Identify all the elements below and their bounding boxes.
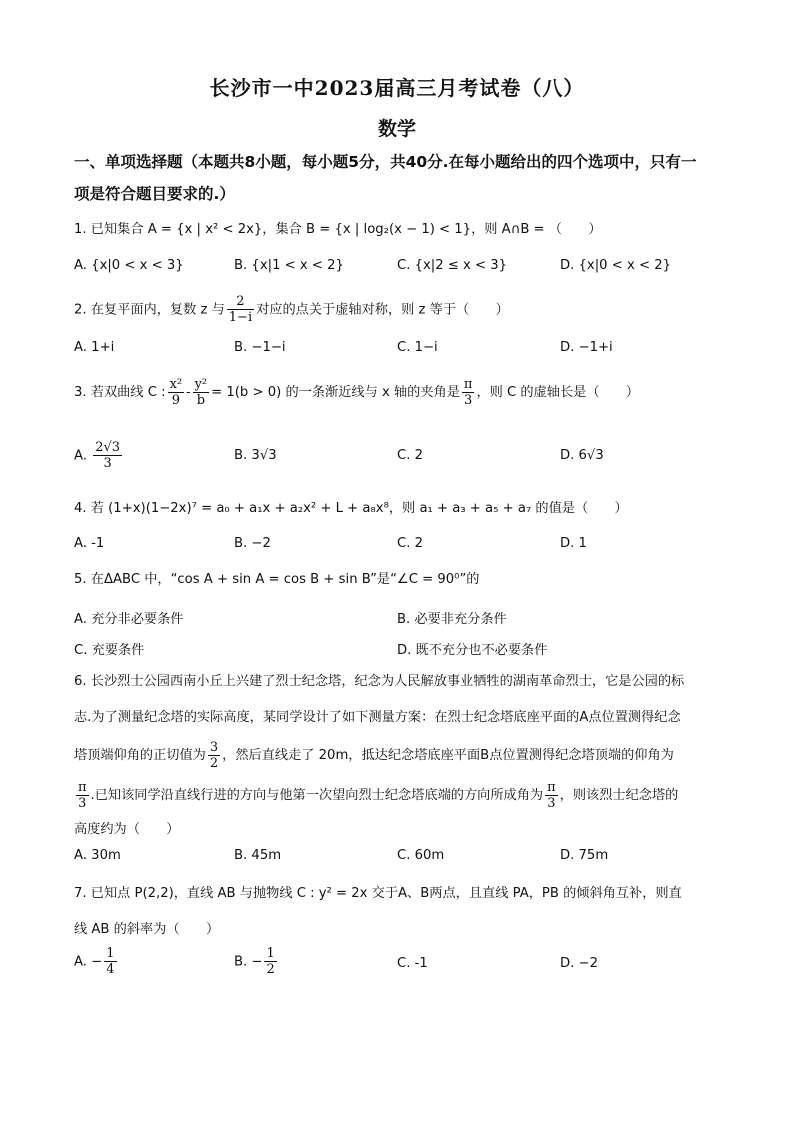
q6-line3 bbox=[74, 738, 724, 774]
question-1-stem: 1. 已知集合 A = {x | x² < 2x}，集合 B = {x | log₂(x − 1) < 1}，则 A∩B = （ ） bbox=[74, 222, 602, 237]
option-c: C. -1 bbox=[397, 956, 428, 971]
question-6-stem bbox=[74, 664, 724, 848]
q7-line2: 线 AB 的斜率为（ ） bbox=[74, 922, 220, 937]
question-4-options bbox=[74, 536, 724, 558]
q6-fb-num: π bbox=[78, 779, 87, 795]
option-a: A. 30m bbox=[74, 848, 121, 863]
option-a bbox=[74, 440, 124, 471]
option-a: A. 充分非必要条件 bbox=[74, 612, 184, 627]
q3-f1-num: x² bbox=[169, 376, 183, 392]
option-b: B. {x|1 < x < 2} bbox=[234, 258, 344, 273]
q6-line4-after: ，则该烈士纪念塔的 bbox=[559, 788, 679, 803]
q7-opta-frac bbox=[104, 946, 116, 977]
question-3-stem: 3. 若双曲线 C : $\frac{\text{x²}}{9}$ - $\frac{\text{y²}}{b}$ = 1(b > 0) 的一条渐近线与 x 轴的夹角是 $\frac{\pi}{3}$ ，则 C 的虚轴长是（ ） bbox=[74, 376, 640, 408]
q2-fraction bbox=[227, 294, 254, 325]
q7-opta-num: 1 bbox=[106, 946, 115, 961]
q7-optb-prefix: B. − bbox=[234, 954, 263, 970]
option-d: D. 既不充分也不必要条件 bbox=[397, 643, 548, 658]
question-5-stem: 5. 在ΔABC 中，“cos A + sin A = cos B + sin B”是“∠C = 90⁰”的 bbox=[74, 572, 480, 587]
q6-fa-den: 2 bbox=[209, 755, 219, 771]
option-a: A. {x|0 < x < 3} bbox=[74, 258, 184, 273]
option-d: D. 1 bbox=[560, 536, 587, 551]
q2-frac-den: 1−i bbox=[228, 310, 253, 325]
q3-frac-y bbox=[193, 377, 210, 408]
q3-f3-den: 3 bbox=[464, 392, 473, 408]
option-a-label: A. bbox=[74, 448, 87, 464]
q6-line5: 高度约为（ ） bbox=[74, 822, 180, 837]
q6-line1: 6. 长沙烈士公园西南小丘上兴建了烈士纪念塔，纪念为人民解放事业牺牲的湖南革命烈士，它是公园的标 bbox=[74, 674, 685, 689]
option-d: D. 75m bbox=[560, 848, 609, 863]
q6-fb2-num: π bbox=[547, 779, 556, 795]
page-title: 长沙市一中2023届高三月考试卷（八） bbox=[209, 76, 585, 100]
q3-frac-pi bbox=[462, 377, 475, 408]
q6-fb-den: 3 bbox=[78, 795, 87, 811]
q7-opta-den: 4 bbox=[106, 962, 115, 977]
question-3-options bbox=[74, 440, 724, 476]
q2-frac-num: 2 bbox=[227, 294, 254, 310]
q3-stem-before: 3. 若双曲线 C : bbox=[74, 385, 166, 400]
q7-optb-frac bbox=[264, 946, 276, 977]
option-c: C. 1−i bbox=[397, 340, 438, 355]
q6-frac-pi1 bbox=[76, 780, 89, 811]
section-heading-line2: 项是符合题目要求的.） bbox=[74, 185, 235, 203]
option-d: D. −1+i bbox=[560, 340, 613, 355]
q6-frac-tan bbox=[208, 740, 220, 771]
q6-fa-num: 3 bbox=[209, 739, 219, 755]
q3-f2-den: b bbox=[196, 392, 206, 408]
option-c: C. 60m bbox=[397, 848, 445, 863]
option-b: B. 3√3 bbox=[234, 448, 277, 463]
option-b: B. 必要非充分条件 bbox=[397, 612, 507, 627]
q3-opta-num: 2√3 bbox=[95, 440, 121, 455]
option-b: B. −1−i bbox=[234, 340, 286, 355]
question-7-stem bbox=[74, 876, 724, 948]
question-1-options bbox=[74, 258, 724, 280]
q3-f1-den: 9 bbox=[171, 392, 180, 408]
q3-f3-num: π bbox=[463, 376, 473, 392]
option-a bbox=[74, 946, 119, 977]
question-5-options-row2 bbox=[74, 639, 724, 661]
q7-line1: 7. 已知点 P(2,2)，直线 AB 与抛物线 C : y² = 2x 交于A、B两点，且直线 PA，PB 的倾斜角互补，则直 bbox=[74, 886, 682, 901]
q6-line3-after: ，然后直线走了 20m，抵达纪念塔底座平面B点位置测得纪念塔顶端的仰角为 bbox=[222, 748, 674, 763]
q6-line4 bbox=[74, 778, 724, 814]
question-4-stem: 4. 若 (1+x)(1−2x)⁷ = a₀ + a₁x + a₂x² + L + a₈x⁸，则 a₁ + a₃ + a₅ + a₇ 的值是（ ） bbox=[74, 501, 628, 516]
question-6-options bbox=[74, 848, 724, 870]
option-a: A. 1+i bbox=[74, 340, 115, 355]
question-2-stem bbox=[74, 294, 724, 326]
q3-stem-after: ，则 C 的虚轴长是（ ） bbox=[476, 385, 640, 400]
option-d: D. {x|0 < x < 2} bbox=[560, 258, 672, 273]
option-b: B. 45m bbox=[234, 848, 282, 863]
question-5-options-row1 bbox=[74, 608, 724, 630]
question-7-options bbox=[74, 946, 724, 986]
option-b bbox=[234, 946, 279, 977]
q3-stem-mid: = 1(b > 0) 的一条渐近线与 x 轴的夹角是 bbox=[211, 385, 460, 400]
q7-opta-prefix: A. − bbox=[74, 954, 103, 970]
q2-stem-before: 2. 在复平面内，复数 z 与 bbox=[74, 302, 225, 318]
subject-title: 数学 bbox=[377, 118, 416, 140]
q3-opta-den: 3 bbox=[103, 456, 112, 471]
q6-line2: 志.为了测量纪念塔的实际高度，某同学设计了如下测量方案：在烈士纪念塔底座平面的A点位置测得纪念 bbox=[74, 710, 681, 725]
option-c: C. 2 bbox=[397, 536, 423, 551]
option-a: A. -1 bbox=[74, 536, 105, 551]
option-c: C. {x|2 ≤ x < 3} bbox=[397, 258, 508, 273]
q3-f2-num: y² bbox=[194, 376, 208, 392]
option-c: C. 充要条件 bbox=[74, 643, 145, 658]
q6-line4-mid: .已知该同学沿直线行进的方向与他第一次望向烈士纪念塔底端的方向所成角为 bbox=[90, 788, 544, 803]
q7-optb-den: 2 bbox=[266, 962, 275, 977]
option-d: D. −2 bbox=[560, 956, 598, 971]
option-c: C. 2 bbox=[397, 448, 423, 463]
section-heading-line1: 一、单项选择题（本题共8小题，每小题5分，共40分.在每小题给出的四个选项中，只有一 bbox=[74, 153, 697, 171]
question-2-options bbox=[74, 340, 724, 362]
q3-frac-x bbox=[168, 377, 185, 408]
option-b: B. −2 bbox=[234, 536, 271, 551]
q6-line3-before: 塔顶端仰角的正切值为 bbox=[74, 748, 206, 763]
q6-fb2-den: 3 bbox=[547, 795, 556, 811]
section-heading bbox=[74, 146, 724, 210]
q6-frac-pi2 bbox=[545, 780, 558, 811]
q3-opta-frac bbox=[93, 440, 122, 471]
q2-stem-after: 对应的点关于虚轴对称，则 z 等于（ ） bbox=[256, 302, 509, 318]
q7-optb-num: 1 bbox=[266, 946, 275, 961]
option-d: D. 6√3 bbox=[560, 448, 604, 463]
